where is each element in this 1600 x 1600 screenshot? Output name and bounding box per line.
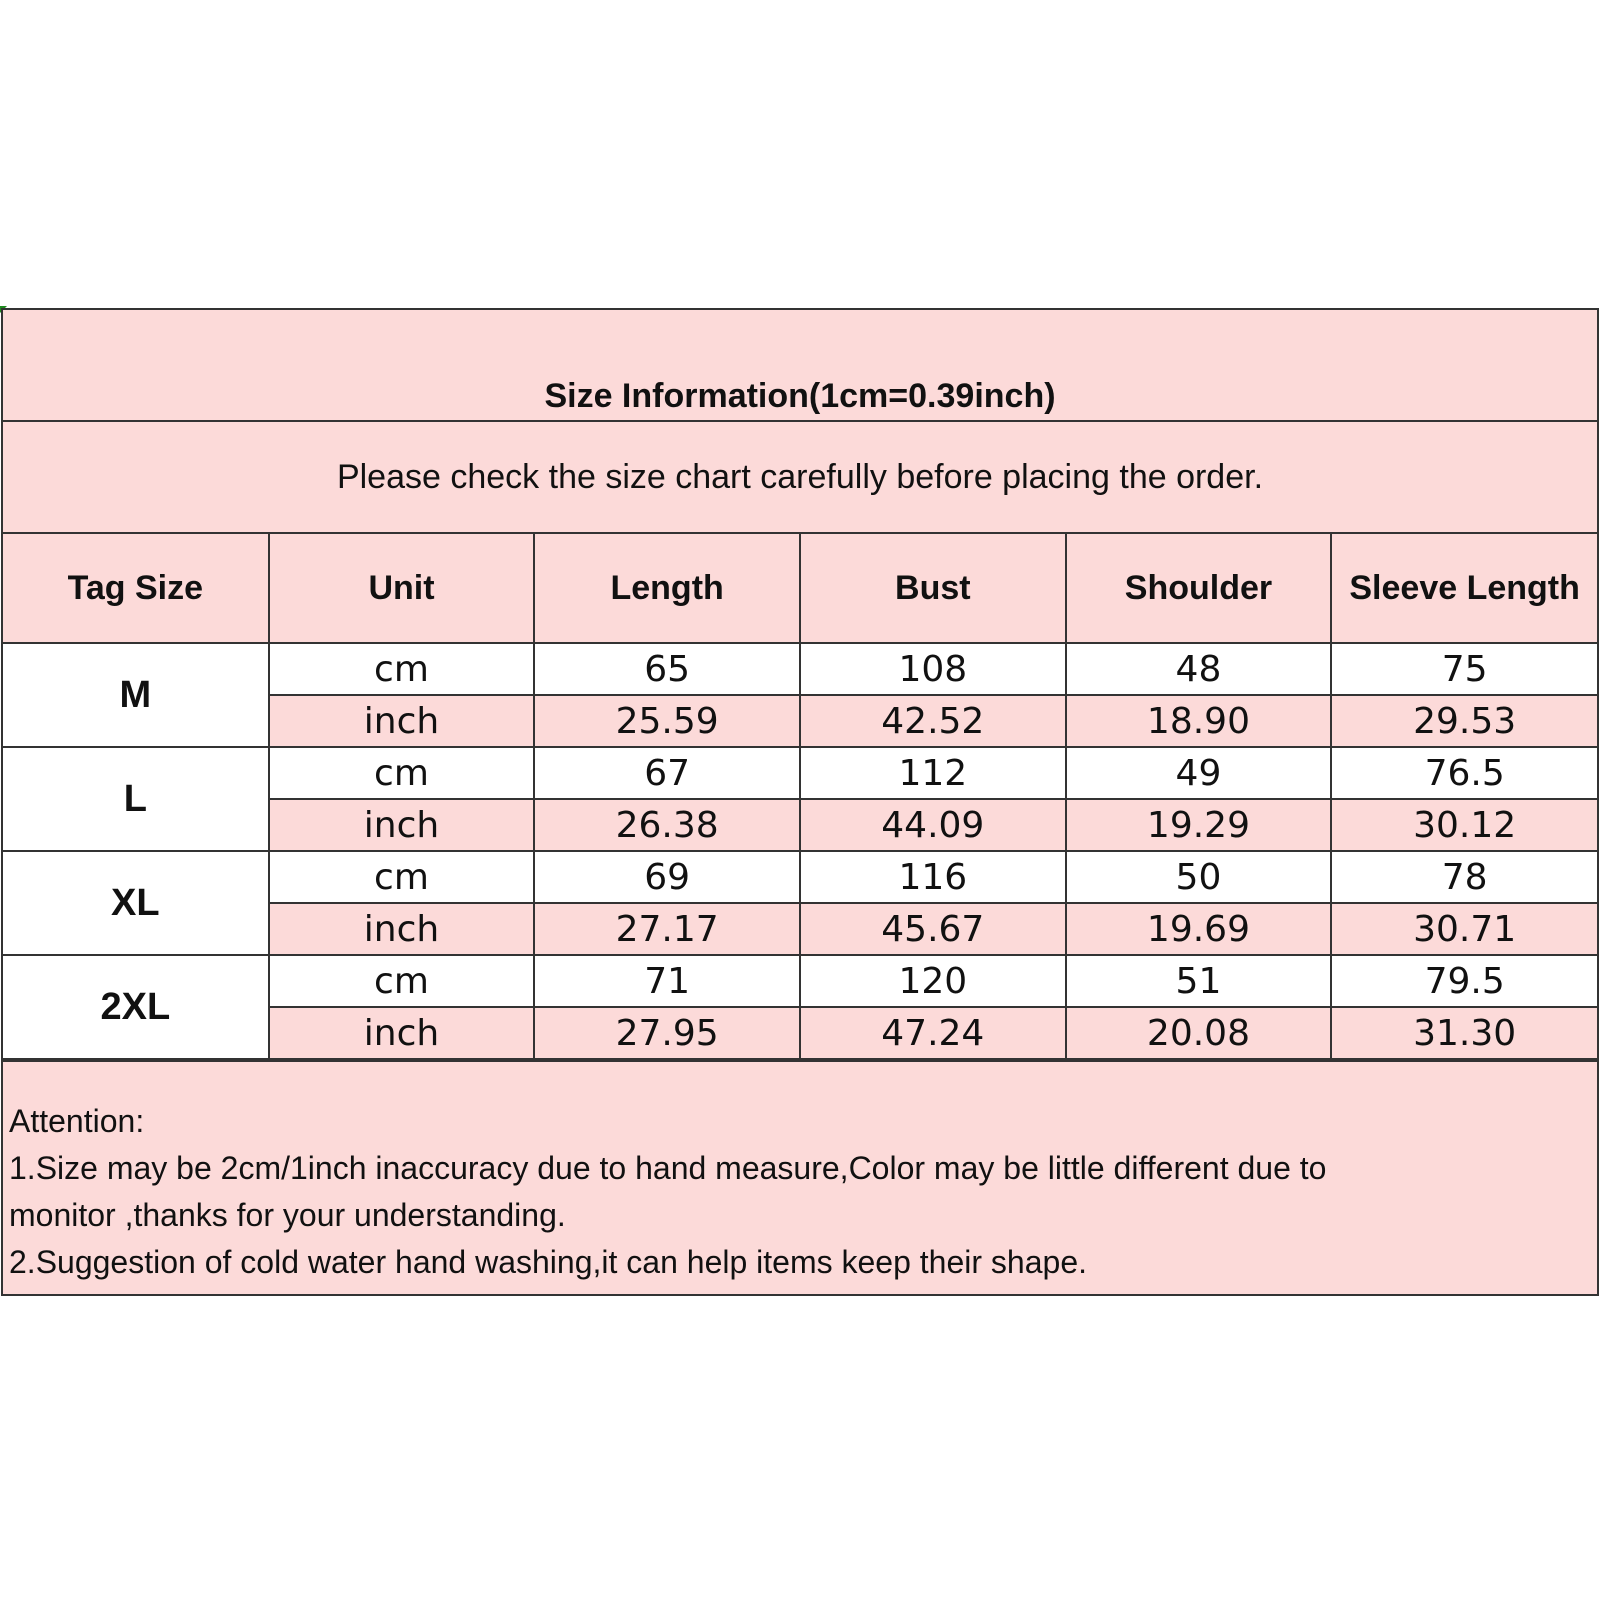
shoulder-cell: 51	[1066, 955, 1332, 1007]
sleeve-length-cell: 79.5	[1331, 955, 1597, 1007]
shoulder-cell: 20.08	[1066, 1007, 1332, 1059]
unit-cell: inch	[269, 799, 535, 851]
sleeve-length-cell: 31.30	[1331, 1007, 1597, 1059]
tag-size-cell: 2XL	[3, 955, 269, 1059]
shoulder-cell: 48	[1066, 643, 1332, 695]
header-shoulder: Shoulder	[1066, 534, 1332, 643]
sleeve-length-cell: 30.71	[1331, 903, 1597, 955]
unit-cell: inch	[269, 695, 535, 747]
shoulder-cell: 19.69	[1066, 903, 1332, 955]
table-row	[3, 955, 1597, 1007]
shoulder-cell: 18.90	[1066, 695, 1332, 747]
header-tag-size: Tag Size	[3, 534, 269, 643]
bust-cell: 44.09	[800, 799, 1066, 851]
length-cell: 67	[534, 747, 800, 799]
header-bust: Bust	[800, 534, 1066, 643]
attention-line: monitor ,thanks for your understanding.	[9, 1197, 566, 1233]
length-cell: 27.95	[534, 1007, 800, 1059]
chart-title: Size Information(1cm=0.39inch)	[3, 310, 1597, 422]
length-cell: 27.17	[534, 903, 800, 955]
sleeve-length-cell: 29.53	[1331, 695, 1597, 747]
tag-size-cell: XL	[3, 851, 269, 955]
bust-cell: 47.24	[800, 1007, 1066, 1059]
length-cell: 69	[534, 851, 800, 903]
sleeve-length-cell: 75	[1331, 643, 1597, 695]
attention-heading: Attention:	[9, 1103, 145, 1139]
attention-notes	[3, 1060, 1597, 1294]
unit-cell: cm	[269, 747, 535, 799]
tag-size-cell: M	[3, 643, 269, 747]
unit-cell: inch	[269, 903, 535, 955]
unit-cell: cm	[269, 643, 535, 695]
bust-cell: 45.67	[800, 903, 1066, 955]
bust-cell: 120	[800, 955, 1066, 1007]
length-cell: 25.59	[534, 695, 800, 747]
sleeve-length-cell: 78	[1331, 851, 1597, 903]
shoulder-cell: 19.29	[1066, 799, 1332, 851]
unit-cell: inch	[269, 1007, 535, 1059]
unit-cell: cm	[269, 955, 535, 1007]
bust-cell: 42.52	[800, 695, 1066, 747]
size-table	[3, 534, 1597, 1060]
size-chart-sheet	[1, 308, 1599, 1296]
table-row	[3, 643, 1597, 695]
bust-cell: 116	[800, 851, 1066, 903]
header-sleeve-length: Sleeve Length	[1331, 534, 1597, 643]
unit-cell: cm	[269, 851, 535, 903]
tag-size-cell: L	[3, 747, 269, 851]
bust-cell: 112	[800, 747, 1066, 799]
header-length: Length	[534, 534, 800, 643]
header-unit: Unit	[269, 534, 535, 643]
length-cell: 71	[534, 955, 800, 1007]
shoulder-cell: 49	[1066, 747, 1332, 799]
sleeve-length-cell: 76.5	[1331, 747, 1597, 799]
attention-line: 2.Suggestion of cold water hand washing,it can help items keep their shape.	[9, 1244, 1087, 1280]
header-row	[3, 534, 1597, 643]
shoulder-cell: 50	[1066, 851, 1332, 903]
table-row	[3, 851, 1597, 903]
length-cell: 26.38	[534, 799, 800, 851]
table-row	[3, 747, 1597, 799]
attention-line: 1.Size may be 2cm/1inch inaccuracy due to hand measure,Color may be little different due to	[9, 1150, 1327, 1186]
order-notice: Please check the size chart carefully before placing the order.	[3, 422, 1597, 534]
bust-cell: 108	[800, 643, 1066, 695]
length-cell: 65	[534, 643, 800, 695]
sleeve-length-cell: 30.12	[1331, 799, 1597, 851]
